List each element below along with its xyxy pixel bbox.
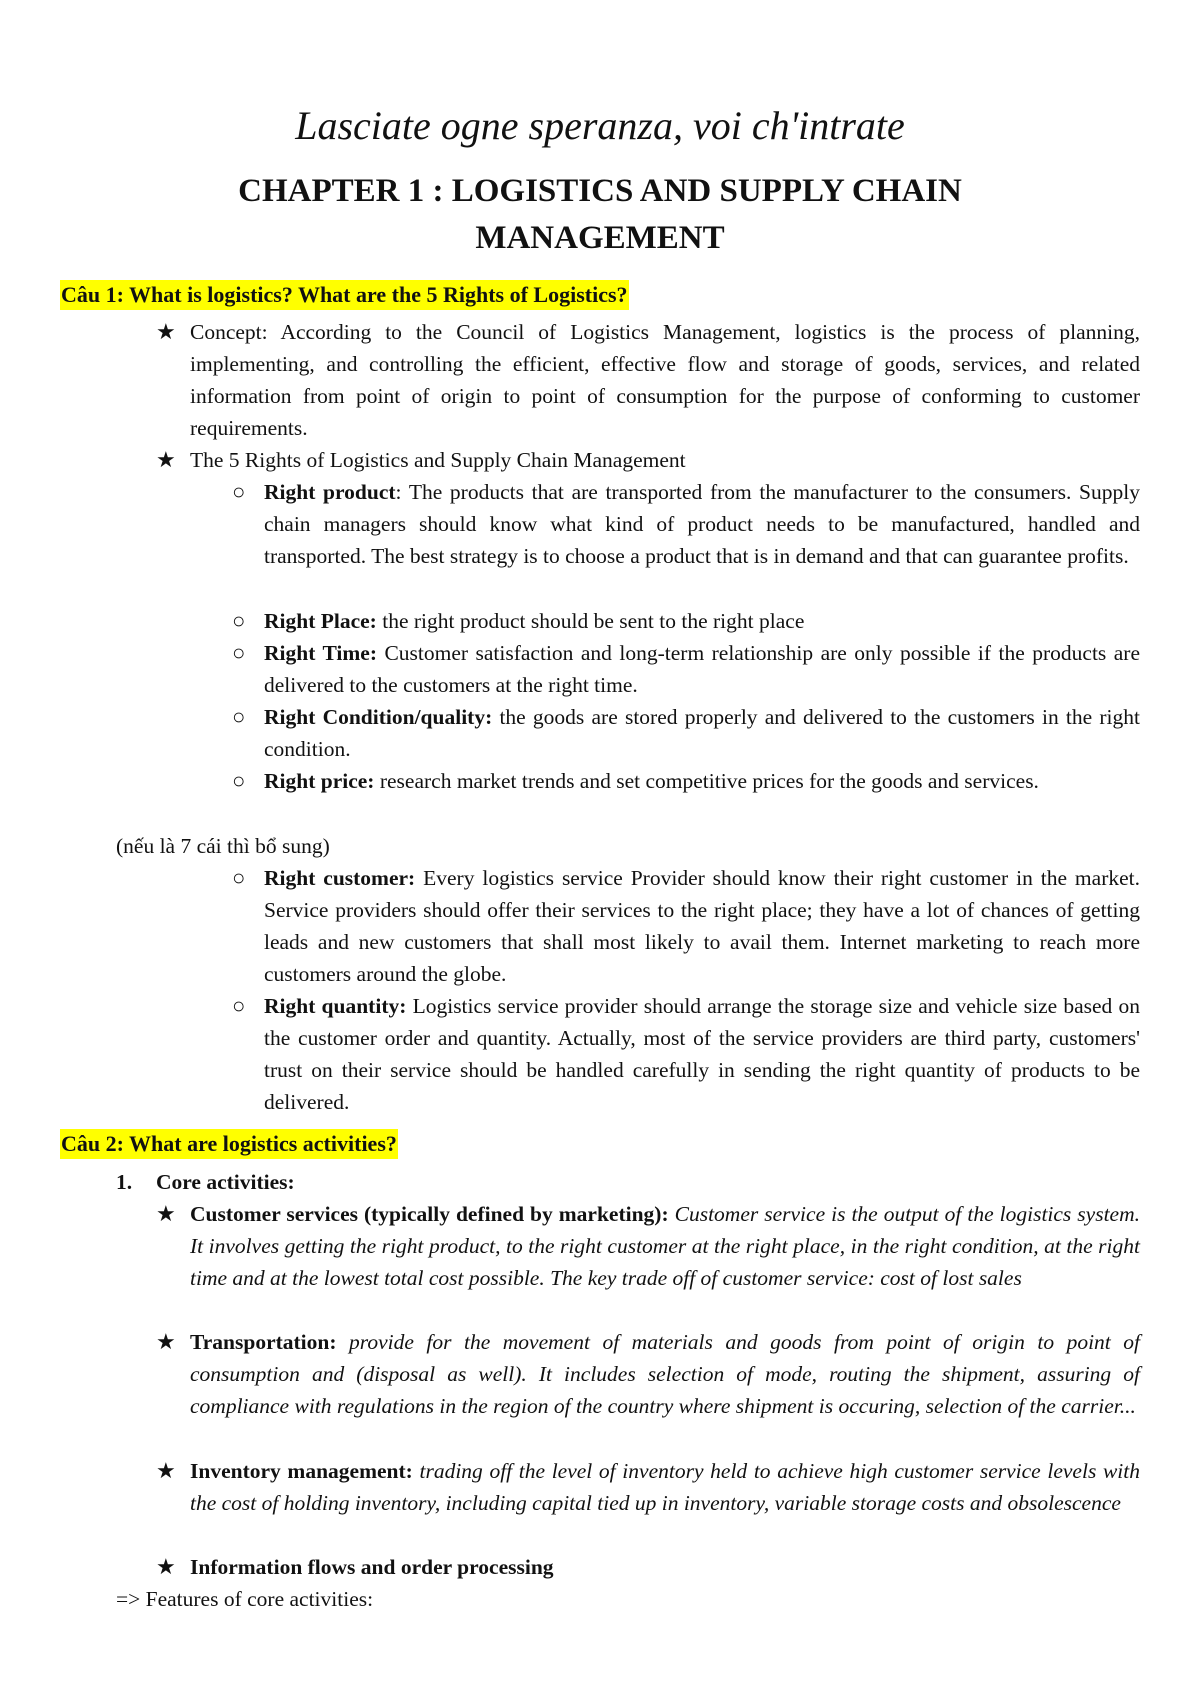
right-place-text: the right product should be sent to the right place: [376, 609, 805, 633]
star-bullet-icon: ★: [156, 1201, 176, 1226]
right-place-label: Right Place:: [264, 609, 377, 633]
right-time-item: [264, 637, 1140, 701]
customer-services-label: Customer services (typically defined by marketing):: [190, 1202, 669, 1226]
section-title: Core activities:: [156, 1170, 295, 1194]
page-motto: Lasciate ogne speranza, voi ch'intrate: [295, 103, 905, 148]
star-bullet-icon: ★: [156, 1329, 176, 1354]
right-time-text: Customer satisfaction and long-term relationship are only possible if the products are delivered to the customers at the right time.: [264, 641, 1140, 697]
transportation-item: [190, 1326, 1140, 1422]
right-product-item: [264, 476, 1140, 572]
right-customer-label: Right customer:: [264, 866, 416, 890]
right-product-text: : The products that are transported from the manufacturer to the consumers. Supply chain managers should know what kind of product needs to be manufactured, handled and transported. The best strategy is to choose a product that is in demand and that can guarantee profits.: [264, 480, 1140, 568]
section-number: 1.: [116, 1170, 133, 1194]
star-bullet-icon: ★: [156, 319, 176, 344]
circle-bullet-icon: ○: [232, 704, 246, 729]
inventory-management-item: [190, 1455, 1140, 1519]
customer-services-text: Customer service is the output of the logistics system. It involves getting the right product, to the right customer at the right place, in the right condition, at the right time and at the lowest total cost possible. The key trade off of customer service: cost of lost sales: [190, 1202, 1140, 1290]
transportation-label: Transportation:: [190, 1330, 337, 1354]
right-product-label: Right product: [264, 480, 396, 504]
right-quantity-item: [264, 990, 1140, 1118]
right-condition-text: the goods are stored properly and delivered to the customers in the right condition.: [264, 705, 1141, 761]
rights-intro: The 5 Rights of Logistics and Supply Chain Management: [190, 448, 686, 472]
right-condition-label: Right Condition/quality:: [264, 705, 493, 729]
circle-bullet-icon: ○: [232, 865, 246, 890]
inventory-management-text: trading off the level of inventory held to achieve high customer service levels with the cost of holding inventory, including capital tied up in inventory, variable storage costs and obsolescence: [190, 1459, 1140, 1515]
right-time-label: Right Time:: [264, 641, 377, 665]
concept-text: According to the Council of Logistics Management, logistics is the process of planning, implementing, and controlling the efficient, effective flow and storage of goods, services, and related information from point of origin to point of consumption for the purpose of conforming to customer requirements.: [190, 320, 1140, 440]
chapter-title: CHAPTER 1 : LOGISTICS AND SUPPLY CHAIN MANAGEMENT: [238, 173, 962, 256]
circle-bullet-icon: ○: [232, 608, 246, 633]
concept-label: Concept:: [190, 320, 268, 344]
circle-bullet-icon: ○: [232, 640, 246, 665]
circle-bullet-icon: ○: [232, 993, 246, 1018]
features-line: => Features of core activities:: [116, 1587, 374, 1611]
question-2-heading: Câu 2: What are logistics activities?: [60, 1129, 398, 1159]
customer-services-item: [190, 1198, 1140, 1294]
star-bullet-icon: ★: [156, 1458, 176, 1483]
star-bullet-icon: ★: [156, 1554, 176, 1579]
right-customer-item: [264, 862, 1140, 990]
circle-bullet-icon: ○: [232, 479, 246, 504]
inventory-management-label: Inventory management:: [190, 1459, 413, 1483]
transportation-text: provide for the movement of materials and goods from point of origin to point of consumption and (disposal as well). It includes selection of mode, routing the shipment, assuring of compliance with regulations in the region of the country where shipment is occuring, selection of the carrier...: [190, 1330, 1140, 1418]
circle-bullet-icon: ○: [232, 768, 246, 793]
question-1-heading: Câu 1: What is logistics? What are the 5 Rights of Logistics?: [60, 280, 629, 310]
star-bullet-icon: ★: [156, 447, 176, 472]
concept-paragraph: [190, 316, 1140, 444]
right-price-text: research market trends and set competitive prices for the goods and services.: [374, 769, 1039, 793]
right-condition-item: [264, 701, 1140, 765]
right-quantity-label: Right quantity:: [264, 994, 407, 1018]
information-flows-item: Information flows and order processing: [190, 1555, 554, 1579]
right-place-item: [264, 605, 1140, 637]
right-quantity-text: Logistics service provider should arrange the storage size and vehicle size based on the customer order and quantity. Actually, most of the service providers are third party, customers' trust on their service should be handled carefully in sending the right quantity of products to be delivered.: [264, 994, 1140, 1114]
right-customer-text: Every logistics service Provider should know their right customer in the market. Service providers should offer their services to the right place; they have a lot of chances of getting leads and new customers that shall most likely to avail them. Internet marketing to reach more customers around the globe.: [264, 866, 1140, 986]
right-price-item: [264, 765, 1140, 797]
right-price-label: Right price:: [264, 769, 375, 793]
extra-note: (nếu là 7 cái thì bổ sung): [116, 834, 330, 858]
